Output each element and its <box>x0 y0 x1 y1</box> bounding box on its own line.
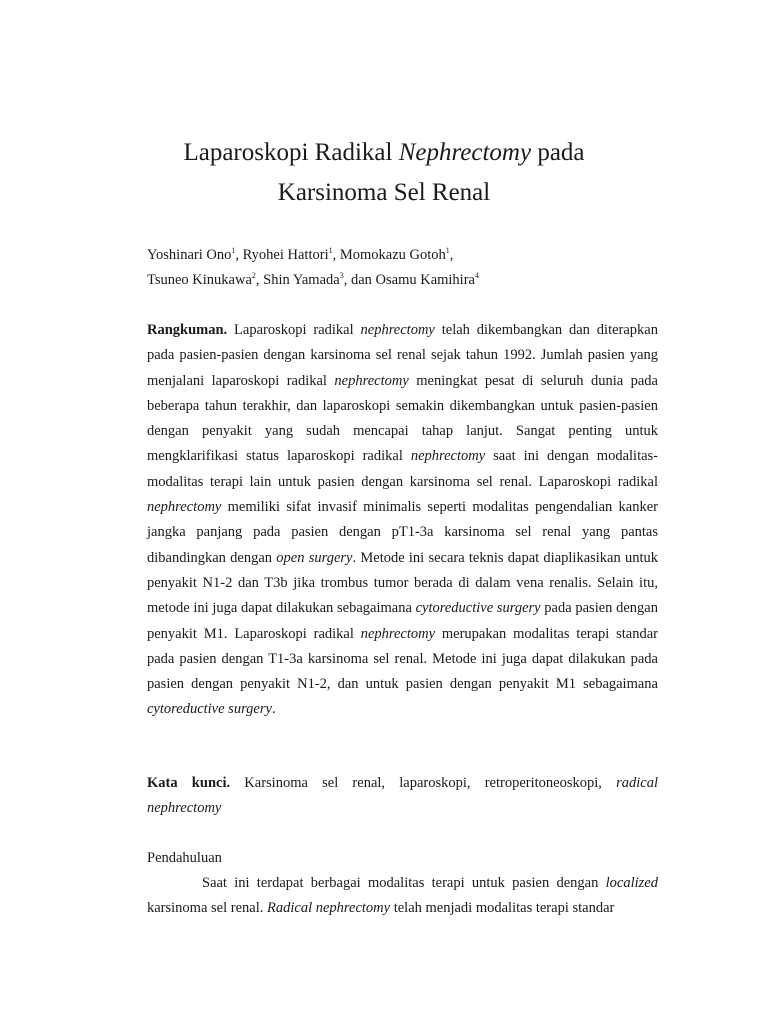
intro-text: Saat ini terdapat berbagai modalitas terapi untuk pasien dengan <box>202 875 606 891</box>
author-name: Osamu Kamihira <box>375 272 475 288</box>
abstract-italic-term: nephrectomy <box>334 372 409 389</box>
author-affiliation: 4 <box>474 271 479 280</box>
author-name: Momokazu Gotoh <box>339 247 446 263</box>
title-text-end: pada <box>531 139 585 166</box>
intro-text: karsinoma sel renal. <box>147 900 267 917</box>
abstract-text: pada pasien dengan penyakit M1. Laparoskopi radikal <box>147 600 658 642</box>
abstract-italic-term: nephrectomy <box>360 625 436 642</box>
abstract-italic-term: nephrectomy <box>147 499 222 516</box>
section-heading: Pendahuluan <box>147 850 222 866</box>
author-affiliation: 1 <box>231 246 236 255</box>
abstract-italic-term: cytoreductive surgery <box>415 600 541 617</box>
abstract-text: merupakan modalitas terapi standar pada pasien dengan T1-3a karsinoma sel renal. Metode ini juga dapat dilakukan pada pasien dengan penyakit N1-2, dan untuk pasien dengan penyakit M1 sebagaimana <box>147 625 658 693</box>
abstract-paragraph <box>147 318 658 723</box>
keywords-italic-term: radical nephrectomy <box>147 775 658 817</box>
keywords-label: Kata kunci. <box>147 775 231 791</box>
author-affiliation: 2 <box>251 271 256 280</box>
intro-italic-term: localized <box>605 875 658 891</box>
author-name: Tsuneo Kinukawa <box>147 272 252 288</box>
title-italic-term: Nephrectomy <box>398 139 532 166</box>
title-text: Laparoskopi Radikal <box>183 139 399 166</box>
abstract-text: Laparoskopi radikal <box>227 322 361 338</box>
abstract-text: meningkat pesat di seluruh dunia pada beberapa tahun terakhir, dan laparoskopi semakin dikembangkan untuk pasien-pasien dengan penyakit yang sudah mencapai tahap lanjut. Sangat penting untuk mengklarifikasi status laparoskopi radikal <box>147 372 658 465</box>
abstract-text: memiliki sifat invasif minimalis seperti modalitas pengendalian kanker jangka panjang pada pasien dengan pT1-3a karsinoma sel renal yang pantas dibandingkan dengan <box>147 499 658 566</box>
author-name: Shin Yamada <box>263 272 340 288</box>
author-name: Yoshinari Ono <box>147 247 232 263</box>
abstract-italic-term: cytoreductive surgery <box>147 701 272 718</box>
intro-text: telah menjadi modalitas terapi standar <box>390 900 615 917</box>
author-affiliation: 3 <box>339 271 344 280</box>
abstract-text: . <box>271 701 276 718</box>
keywords-text: Karsinoma sel renal, laparoskopi, retroperitoneoskopi, <box>230 775 617 791</box>
abstract-text: telah dikembangkan dan diterapkan pada pasien-pasien dengan karsinoma sel renal sejak tahun 1992. Jumlah pasien yang menjalani laparoskopi radikal <box>147 322 658 389</box>
author-affiliation: 1 <box>445 246 450 255</box>
keywords-paragraph <box>147 771 658 822</box>
author-name: Ryohei Hattori <box>242 247 329 263</box>
author-list <box>147 243 667 293</box>
author-separator: , <box>449 247 454 263</box>
abstract-italic-term: nephrectomy <box>360 322 435 338</box>
abstract-text: saat ini dengan modalitas-modalitas terapi lain untuk pasien dengan karsinoma sel renal. Laparoskopi radikal <box>147 448 658 490</box>
author-separator: , <box>255 272 264 288</box>
author-affiliation: 1 <box>328 246 333 255</box>
author-separator: , <box>332 247 340 263</box>
author-separator: , dan <box>343 272 376 288</box>
abstract-label: Rangkuman. <box>147 322 228 338</box>
abstract-text: . Metode ini secara teknis dapat diaplikasikan untuk penyakit N1-2 dan T3b jika trombus tumor berada di dalam vena renalis. Selain itu, metode ini juga dapat dilakukan sebagaimana <box>147 549 659 617</box>
title-line-1 <box>0 137 768 169</box>
title-line-2: Karsinoma Sel Renal <box>277 179 491 206</box>
abstract-italic-term: nephrectomy <box>410 448 486 465</box>
intro-paragraph <box>147 871 658 922</box>
abstract-italic-term: open surgery <box>276 549 353 566</box>
intro-italic-term: Radical nephrectomy <box>267 900 391 917</box>
author-separator: , <box>235 247 243 263</box>
